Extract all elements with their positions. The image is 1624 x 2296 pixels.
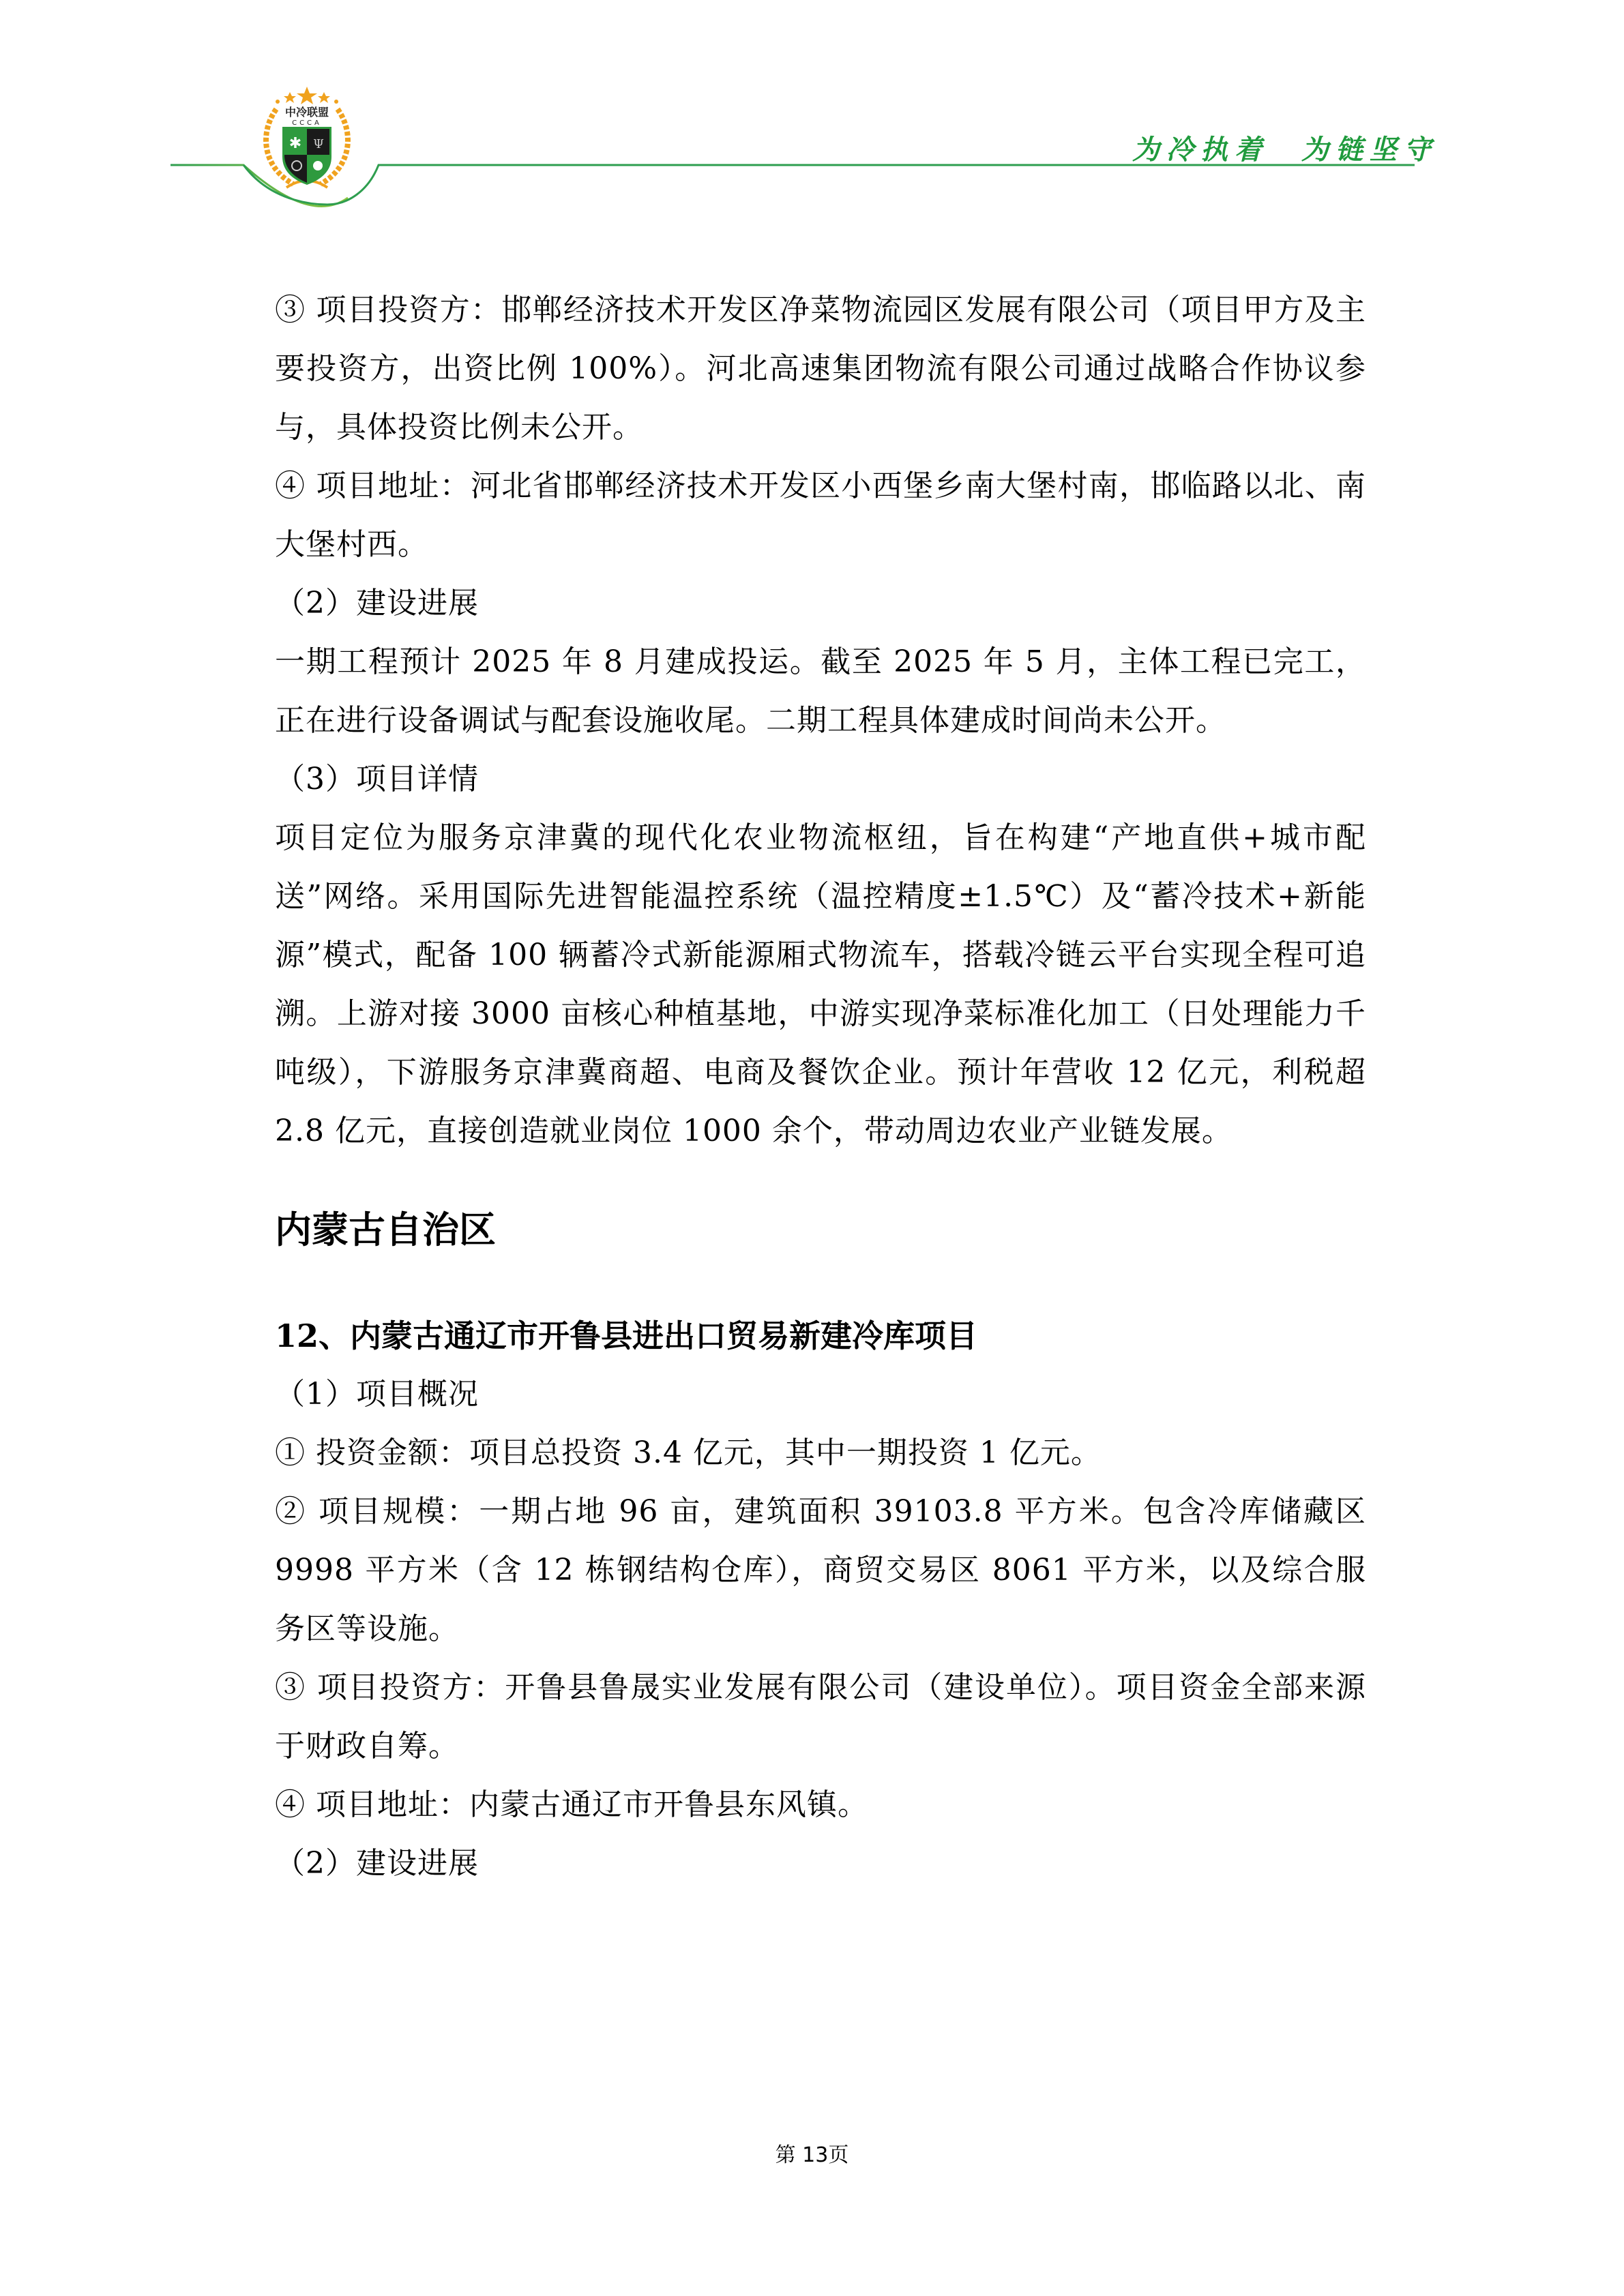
page-number: 第 13页 <box>775 2143 849 2167</box>
prev-project-progress-text: 一期工程预计 2025 年 8 月建成投运。截至 2025 年 5 月，主体工程已完工，正在进行设备调试与配套设施收尾。二期工程具体建成时间尚未公开。 <box>275 644 1366 738</box>
svg-text:中冷联盟: 中冷联盟 <box>284 106 329 119</box>
project-title: 12、内蒙古通辽市开鲁县进出口贸易新建冷库项目 <box>275 1317 978 1354</box>
page-header <box>0 0 1624 218</box>
prev-project-address: ④ 项目地址：河北省邯郸经济技术开发区小西堡乡南大堡村南，邯临路以北、南大堡村西。 <box>275 468 1366 562</box>
document-body <box>275 281 1366 1893</box>
project-investment: ① 投资金额：项目总投资 3.4 亿元，其中一期投资 1 亿元。 <box>275 1435 1102 1470</box>
project-scale: ② 项目规模：一期占地 96 亩，建筑面积 39103.8 平方米。包含冷库储藏区 9998 平方米（含 12 栋钢结构仓库），商贸交易区 8061 平方米，以及综合服务区等设施。 <box>275 1494 1366 1646</box>
region-heading: 内蒙古自治区 <box>275 1208 496 1251</box>
header-divider-line <box>0 0 1624 218</box>
project-progress-heading: （2）建设进展 <box>275 1846 479 1881</box>
prev-project-progress-heading: （2）建设进展 <box>275 586 479 621</box>
svg-text:CCCA: CCCA <box>292 119 322 127</box>
ccca-logo <box>256 85 358 194</box>
prev-project-investor: ③ 项目投资方：邯郸经济技术开发区净菜物流园区发展有限公司（项目甲方及主要投资方，出资比例 100%）。河北高速集团物流有限公司通过战略合作协议参与，具体投资比例未公开。 <box>275 293 1366 445</box>
project-investor: ③ 项目投资方：开鲁县鲁晟实业发展有限公司（建设单位）。项目资金全部来源于财政自筹。 <box>275 1670 1366 1763</box>
svg-text:✱: ✱ <box>289 135 302 152</box>
project-overview-heading: （1）项目概况 <box>275 1377 479 1412</box>
ccca-shield-logo-icon <box>256 85 358 194</box>
header-slogan: 为冷执着 为链坚守 <box>1132 134 1438 166</box>
prev-project-details-heading: （3）项目详情 <box>275 762 479 796</box>
svg-text:Ψ: Ψ <box>313 137 324 151</box>
prev-project-details-text: 项目定位为服务京津冀的现代化农业物流枢纽，旨在构建“产地直供+城市配送”网络。采用国际先进智能温控系统（温控精度±1.5℃）及“蓄冷技术+新能源”模式，配备 100 辆蓄冷式新能源厢式物流车，搭载冷链云平台实现全程可追溯。上游对接 3000 亩核心种植基地，中游实现净菜标准化加工（日处理能力千吨级），下游服务京津冀商超、电商及餐饮企业。预计年营收 12 亿元，利税超 2.8 亿元，直接创造就业岗位 1000 余个，带动周边农业产业链发展。 <box>275 820 1366 1148</box>
project-address: ④ 项目地址：内蒙古通辽市开鲁县东风镇。 <box>275 1787 868 1822</box>
